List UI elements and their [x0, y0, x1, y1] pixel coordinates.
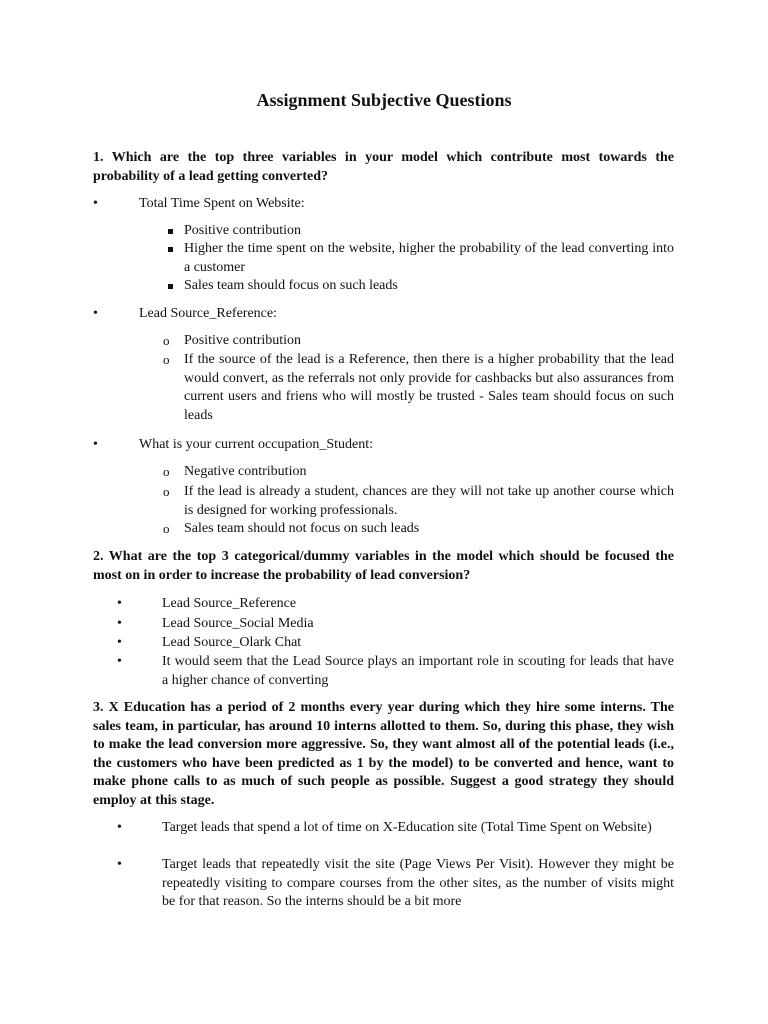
q1-item-2-point-2: If the source of the lead is a Reference, then there is a higher probability that the lead would convert, as the referrals not only provide for cashbacks but also assurances from current users and friens who will mostly be trusted - Sales team should focus on such leads	[184, 352, 674, 423]
q2-point-3: Lead Source_Olark Chat	[162, 635, 302, 650]
square-bullet-icon	[168, 247, 173, 252]
q1-item-3-point-1: Negative contribution	[184, 464, 307, 479]
question-2: 2. What are the top 3 categorical/dummy variables in the model which should be focused the most on in order to increase the probability of lead conversion?	[93, 549, 674, 583]
page-title: Assignment Subjective Questions	[256, 90, 512, 110]
bullet-icon: •	[93, 306, 98, 321]
q3-point-2: Target leads that repeatedly visit the site (Page Views Per Visit). However they might be repeatedly visiting to compare courses from the other sites, as the number of visits might be for that reason. So the interns should be a bit more	[162, 857, 674, 909]
q2-point-1: Lead Source_Reference	[162, 596, 297, 611]
q2-point-2: Lead Source_Social Media	[162, 616, 314, 631]
q1-item-1-point-2: Higher the time spent on the website, higher the probability of the lead converting into a customer	[184, 241, 674, 275]
circle-bullet-icon: o	[163, 333, 170, 348]
bullet-icon: •	[117, 616, 122, 631]
bullet-icon: •	[117, 596, 122, 611]
question-1: 1. Which are the top three variables in your model which contribute most towards the probability of a lead getting converted?	[93, 150, 674, 184]
q1-item-2-point-1: Positive contribution	[184, 333, 302, 348]
circle-bullet-icon: o	[163, 521, 170, 536]
bullet-icon: •	[117, 820, 122, 835]
question-3: 3. X Education has a period of 2 months every year during which they hire some interns. The sales team, in particular, has around 10 interns allotted to them. So, during this phase, they wish to make the lead conversion more aggressive. So, they want almost all of the potential leads (i.e., the customers who have been predicted as 1 by the model) to be converted and hence, want to make phone calls to as much of such people as possible. Suggest a good strategy they should employ at this stage.	[93, 700, 674, 808]
bullet-icon: •	[117, 635, 122, 650]
circle-bullet-icon: o	[163, 464, 170, 479]
q1-item-2-label: Lead Source_Reference:	[139, 306, 277, 321]
square-bullet-icon	[168, 229, 173, 234]
q1-item-3-label: What is your current occupation_Student:	[139, 437, 374, 452]
bullet-icon: •	[93, 196, 98, 211]
q1-item-1-point-3: Sales team should focus on such leads	[184, 278, 398, 293]
circle-bullet-icon: o	[163, 484, 170, 499]
bullet-icon: •	[117, 857, 122, 872]
circle-bullet-icon: o	[163, 352, 170, 367]
q1-item-1-label: Total Time Spent on Website:	[139, 196, 305, 211]
q1-item-1-point-1: Positive contribution	[184, 223, 302, 238]
q1-item-3-point-2: If the lead is already a student, chances are they will not take up another course which is designed for working professionals.	[184, 484, 674, 518]
bullet-icon: •	[117, 654, 122, 669]
bullet-icon: •	[93, 437, 98, 452]
square-bullet-icon	[168, 284, 173, 289]
q2-point-4: It would seem that the Lead Source plays an important role in scouting for leads that have a higher chance of converting	[162, 654, 674, 688]
q1-item-3-point-3: Sales team should not focus on such leads	[184, 521, 420, 536]
q3-point-1: Target leads that spend a lot of time on X-Education site (Total Time Spent on Website)	[162, 820, 652, 835]
